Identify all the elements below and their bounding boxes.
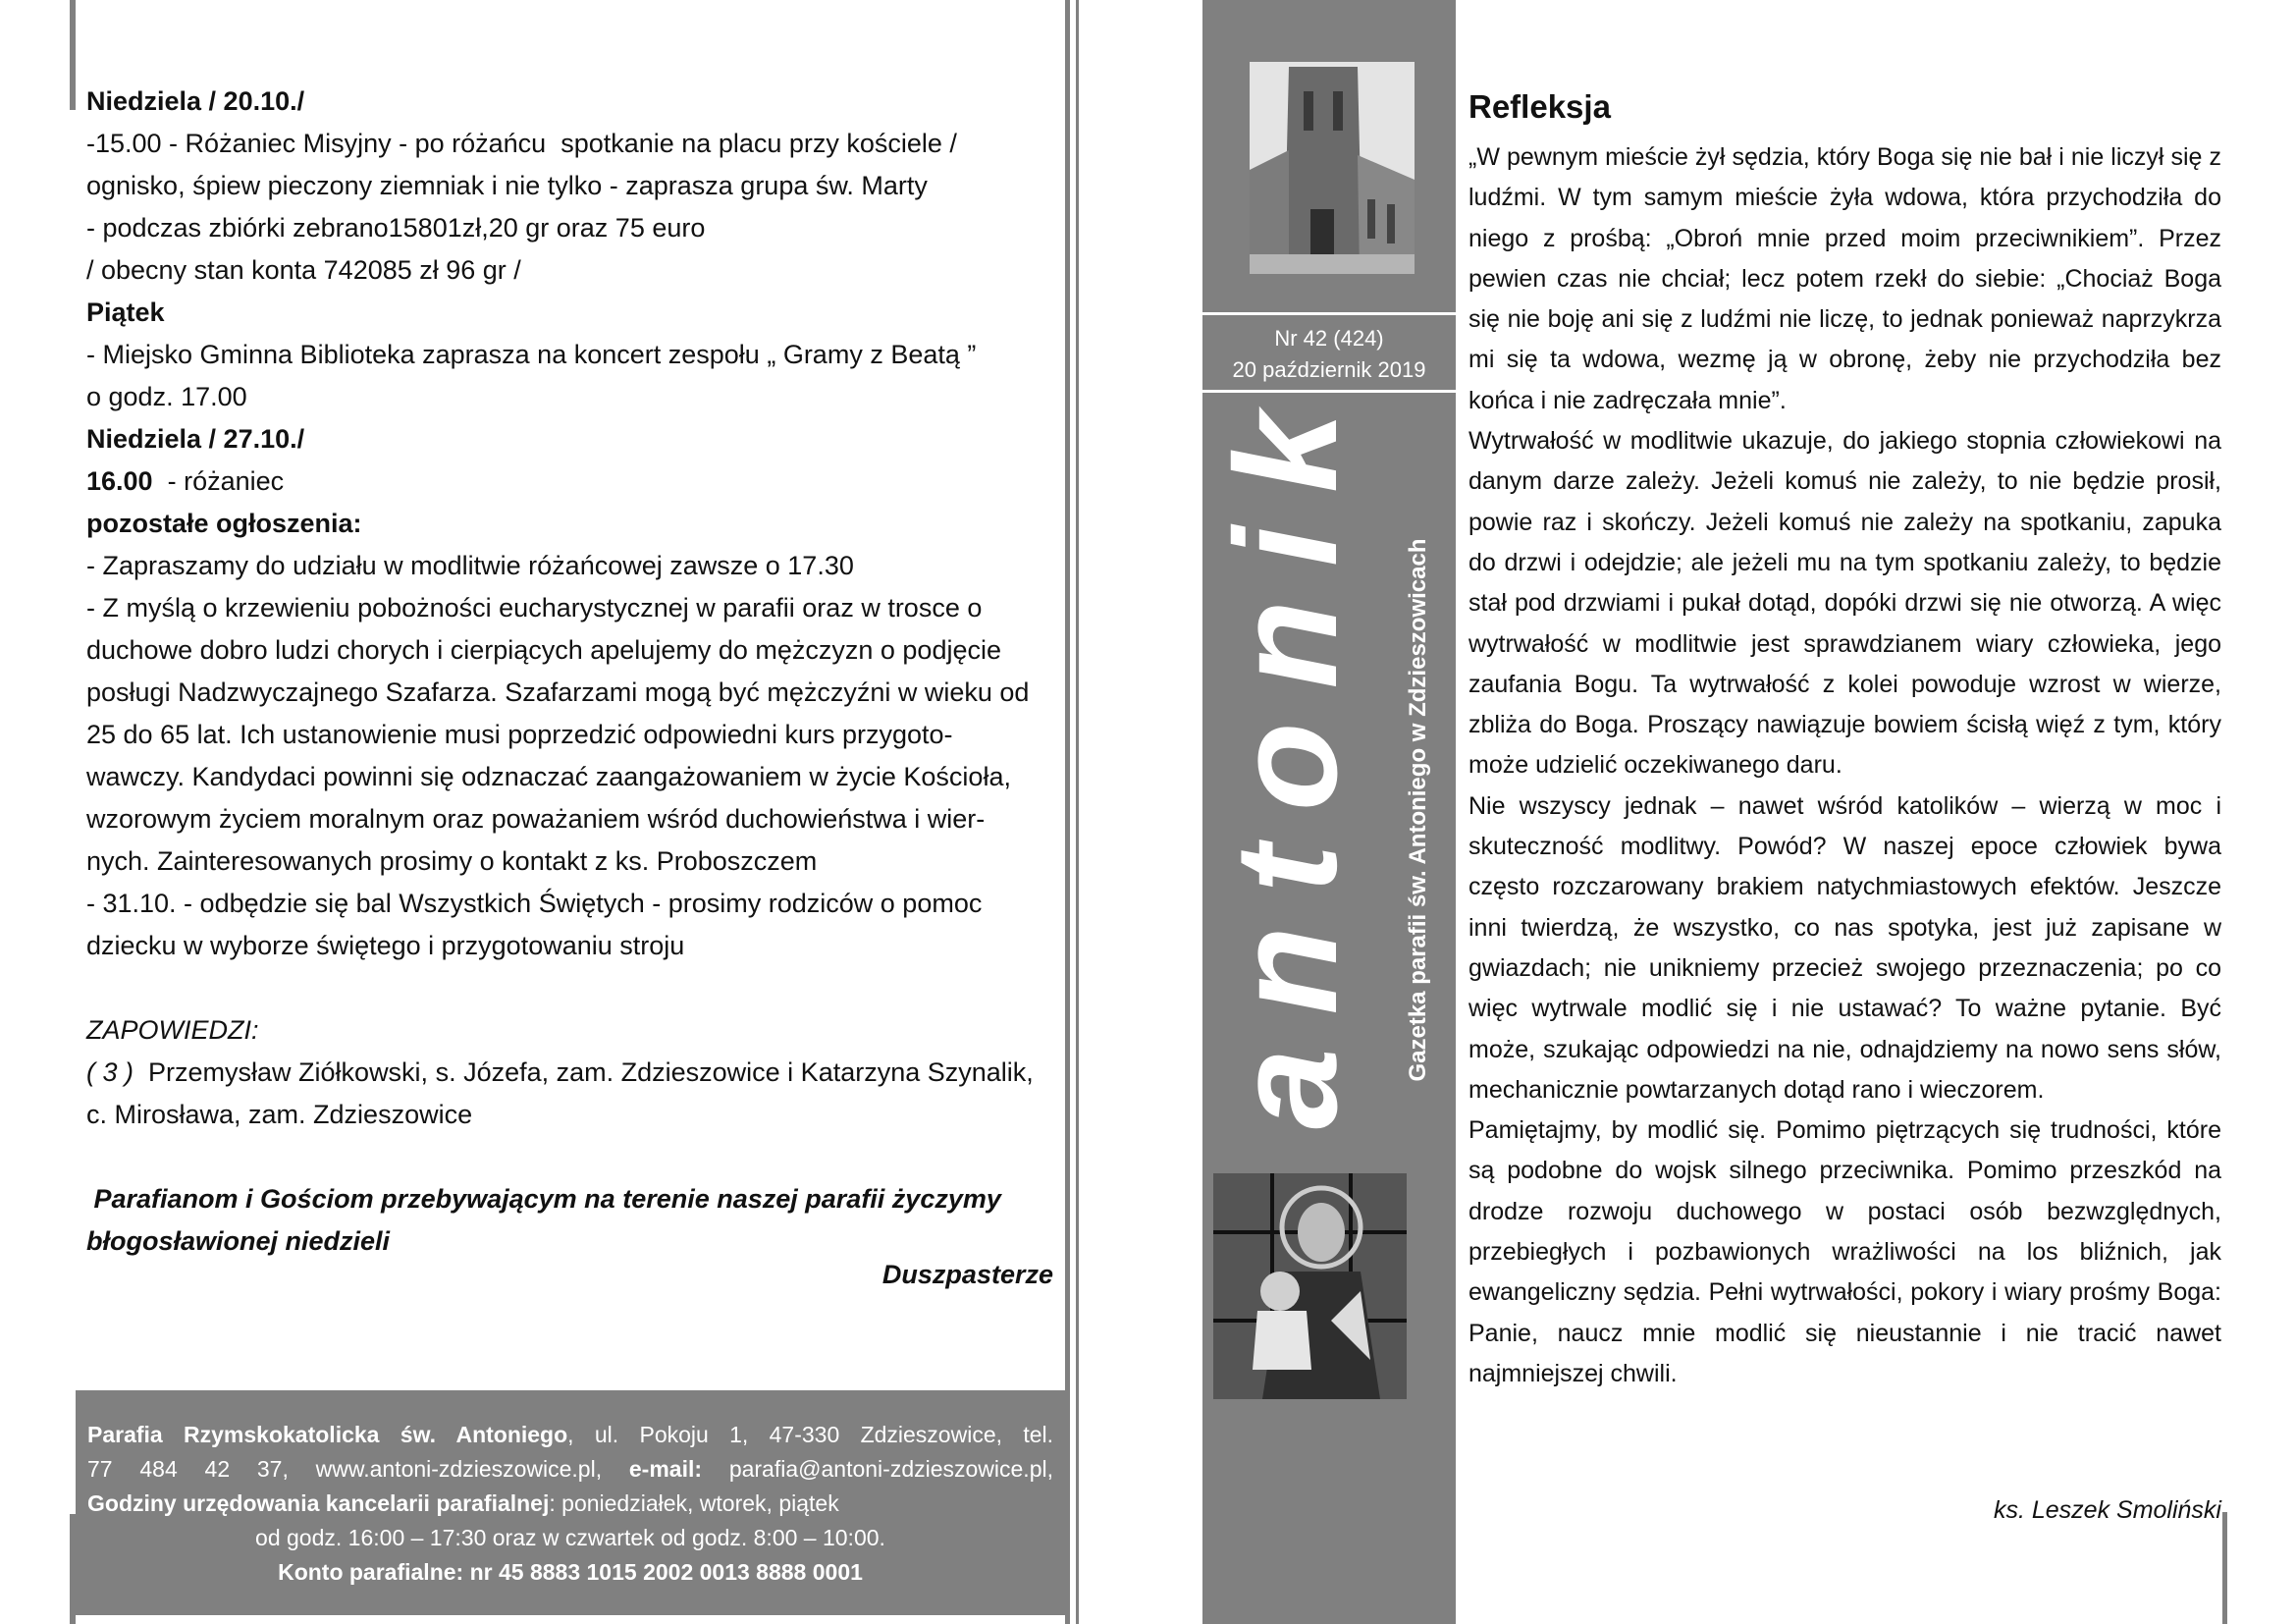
announcement-line: dziecku w wyborze świętego i przygotowaniu stroju	[86, 931, 685, 960]
right-edge-bar-bottom	[2222, 1512, 2227, 1624]
office-days: : poniedziałek, wtorek, piątek	[549, 1490, 839, 1516]
reflection-text	[1468, 137, 2221, 1394]
footer-line-1	[87, 1418, 1053, 1452]
bank-account: Konto parafialne: nr 45 8883 1015 2002 0013 8888 0001	[278, 1559, 863, 1585]
issue-date: 20 październik 2019	[1232, 357, 1426, 382]
church-photo	[1250, 62, 1415, 274]
parish-address: , ul. Pokoju 1, 47-330 Zdzieszowice, tel.	[567, 1422, 1053, 1447]
reflection-paragraph: „W pewnym mieście żył sędzia, który Boga się nie bał i nie liczył się z ludźmi. W tym samym mieście żyła wdowa, która przychodziła do niego z prośbą: „Obroń mnie przed moim przeciwnikiem”. Przez pewien czas nie chciał; lecz potem rzekł do siebie: „Chociaż Boga się nie boję ani się z ludźmi nie liczę, to jednak ponieważ naprzykrza mi się ta wdowa, wezmę ją w obronę, żeby nie przychodziła bez końca i nie zadręczała mnie”.	[1468, 143, 2221, 414]
reflection-paragraph: Nie wszyscy jednak – nawet wśród katolików – wierzą w moc i skuteczność modlitwy. Powód? W naszej epoce człowiek bywa często rozczarowany brakiem natychmiastowych efektów. Jeszcze inni twierdzą, że wszystko, co nas spotyka, jest już zapisane w gwiazdach; nie unikniemy przecież swojego przeznaczenia; po co więc wytrwale modlić się i nie ustawać? To ważne pytanie. Być może, szukając odpowiedzi na nie, odnajdziemy na nowo sens słów, mechanicznie powtarzanych dotąd rano i wieczorem.	[1468, 791, 2221, 1104]
announcement-line	[86, 460, 1053, 503]
time-label: 16.00	[86, 466, 153, 496]
reflection-title: Refleksja	[1468, 88, 1611, 125]
announcement-line: o godz. 17.00	[86, 382, 247, 411]
announcement-line: wawczy. Kandydaci powinni się odznaczać zaangażowaniem w życie Kościoła,	[86, 762, 1011, 791]
announcement-line: ognisko, śpiew pieczony ziemniak i nie tylko - zaprasza grupa św. Marty	[86, 171, 928, 200]
announcement-line: pozostałe ogłoszenia:	[86, 509, 362, 538]
announcement-line	[86, 1052, 1053, 1094]
office-hours: od godz. 16:00 – 17:30 oraz w czwartek od godz. 8:00 – 10:00.	[255, 1525, 885, 1550]
announcement-line: - Zapraszamy do udziału w modlitwie różańcowej zawsze o 17.30	[86, 551, 854, 580]
announcement-line	[86, 1136, 1053, 1178]
signature-left: Duszpasterze	[881, 1260, 1053, 1289]
announcement-line: wzorowym życiem moralnym oraz poważaniem wśród duchowieństwa i wier-	[86, 804, 986, 834]
announcement-line: Niedziela / 20.10./	[86, 86, 305, 116]
announcement-line: błogosławionej niedzieli	[86, 1226, 391, 1256]
announcement-line: c. Mirosława, zam. Zdzieszowice	[86, 1100, 473, 1129]
announcement-line: duchowe dobro ludzi chorych i cierpiących apelujemy do mężczyzn o podjęcie	[86, 635, 1001, 665]
footer-line-3	[87, 1487, 1053, 1521]
issue-number: Nr 42 (424)	[1274, 326, 1384, 351]
parish-footer	[76, 1390, 1065, 1615]
signature-right: ks. Leszek Smoliński	[1993, 1496, 2221, 1524]
left-edge-bar-top	[70, 0, 76, 110]
masthead-subtitle: Gazetka parafii św. Antoniego w Zdzieszowicach	[1405, 538, 1431, 1082]
announcement-line: nych. Zainteresowanych prosimy o kontakt z ks. Proboszczem	[86, 846, 818, 876]
announcement-line: 25 do 65 lat. Ich ustanowienie musi poprzedzić odpowiedni kurs przygoto-	[86, 720, 953, 749]
banns-names: Przemysław Ziółkowski, s. Józefa, zam. Zdzieszowice i Katarzyna Szynalik,	[133, 1057, 1034, 1087]
parish-email: parafia@antoni-zdzieszowice.pl,	[702, 1456, 1053, 1482]
office-hours-label: Godziny urzędowania kancelarii parafialnej	[87, 1490, 550, 1516]
announcement-line: Parafianom i Gościom przebywającym na terenie naszej parafii życzymy	[86, 1184, 1001, 1214]
center-bar-left	[1065, 0, 1070, 1624]
footer-line-2	[87, 1452, 1053, 1487]
announcement-line: / obecny stan konta 742085 zł 96 gr /	[86, 255, 521, 285]
announcement-line: - 31.10. - odbędzie się bal Wszystkich Świętych - prosimy rodziców o pomoc	[86, 889, 983, 918]
banns-number: ( 3 )	[86, 1057, 134, 1087]
announcements	[86, 81, 1053, 1263]
announcement-line: Piątek	[86, 298, 165, 327]
email-label: e-mail:	[628, 1456, 703, 1482]
center-bar-right	[1076, 0, 1079, 1624]
parish-name: Parafia Rzymskokatolicka św. Antoniego	[87, 1422, 568, 1447]
announcement-line	[86, 967, 1053, 1009]
announcement-line: - Miejsko Gminna Biblioteka zaprasza na koncert zespołu „ Gramy z Beatą ”	[86, 340, 977, 369]
announcement-line: Niedziela / 27.10./	[86, 424, 305, 454]
reflection-paragraph: Wytrwałość w modlitwie ukazuje, do jakiego stopnia człowiekowi na danym darze zależy. Jeżeli komuś nie zależy, to nie będzie prosił, powie raz i skończy. Jeżeli komuś nie zależy na spotkaniu, zapuka do drzwi i odejdzie; ale jeżeli mu na tym spotkaniu zależy, to będzie stał pod drzwiami i pukał dotąd, dopóki drzwi się nie otworzą. A więc wytrwałość w modlitwie jest sprawdzianem wiary człowieka, jego zaufania Bogu. Ta wytrwałość z kolei powoduje wzrost w wierze, zbliża do Boga. Proszący nawiązuje bowiem ścisłą więź z tym, który może udzielić oczekiwanego daru.	[1468, 427, 2221, 780]
masthead-title: antonik	[1205, 378, 1367, 1129]
reflection-paragraph: Pamiętajmy, by modlić się. Pomimo piętrzących się trudności, które są podobne do wojsk silnego przeciwnika. Pomimo przeszkód na drodze rozwoju duchowego w postaci osób bezwzględnych, przebiegłych i pozbawionych wrażliwości na los bliźnich, jak ewangeliczny sędzia. Pełni wytrwałości, pokory i wiary prośmy Boga: Panie, naucz mnie modlić się nieustannie i nie tracić nawet najmniejszej chwili.	[1468, 1116, 2221, 1387]
parish-phone-web: 77 484 42 37, www.antoni-zdzieszowice.pl,	[87, 1456, 629, 1482]
stained-glass-image	[1213, 1173, 1407, 1399]
announcement-line: - Z myślą o krzewieniu pobożności eucharystycznej w parafii oraz w trosce o	[86, 593, 983, 623]
announcement-line: posługi Nadzwyczajnego Szafarza. Szafarzami mogą być mężczyźni w wieku od	[86, 677, 1030, 707]
announcement-line: ZAPOWIEDZI:	[86, 1015, 259, 1045]
announcement-line: -15.00 - Różaniec Misyjny - po różańcu spotkanie na placu przy kościele /	[86, 129, 957, 158]
event-label: - różaniec	[152, 466, 285, 496]
announcement-line: - podczas zbiórki zebrano15801zł,20 gr oraz 75 euro	[86, 213, 706, 243]
